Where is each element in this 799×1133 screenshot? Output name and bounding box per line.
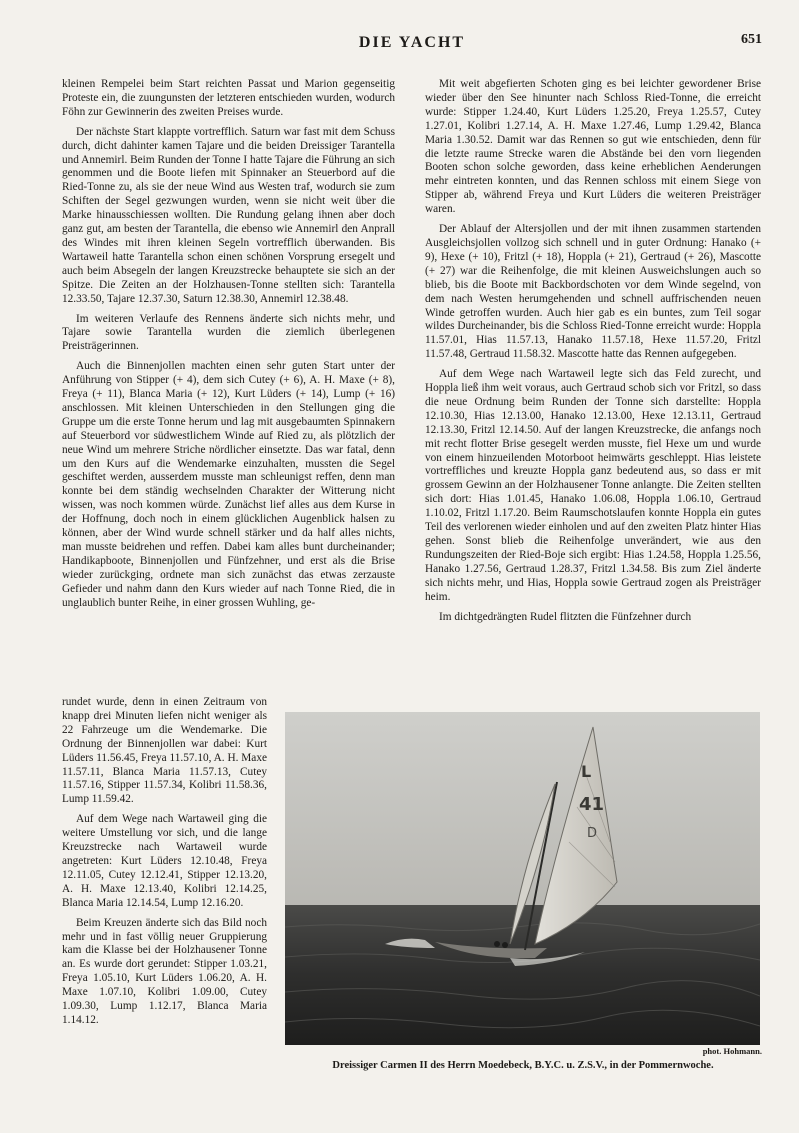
page-header xyxy=(62,30,762,54)
paragraph: Der nächste Start klappte vortrefflich. Saturn war fast mit dem Schuss durch, dicht dahinter kamen Tajare und die beiden Dreissiger Tarantella und Annemirl. Beim Runden der Tonne I hatte Tajare die Führung an sich genommen und die Boote liefen mit Spinnaker an Steuerbord auf die Ried-Tonne zu, als sie der neue Wind aus Westen traf, wodurch sie zum Schiften der Segel gezwungen wurden, wenn sie nicht weit über die Marke hinausschiessen wollten. Die Rundung gelang ihnen aber doch ganz gut, am besten der Tarantella, die ebenso wie Annemirl den Anprall des Windes mit ihren kleinen Segeln vortrefflich überwanden. Bis Wartaweil hatte Tarantella schon einen schönen Vorsprung ersegelt und auch beim Absegeln der langen Kreuzstrecke behauptete sie sich an der Spitze. Die Zeiten an der Holzhausen-Tonne stellten sich: Tarantella 12.33.50, Tajare 12.37.30, Saturn 12.38.30, Annemirl 12.38.48. xyxy=(62,125,395,305)
paragraph: Auf dem Wege nach Wartaweil ging die weitere Umstellung vor sich, und die lange Kreuzstrecke nach Wartaweil wurde angetreten: Kurt Lüders 12.10.48, Freya 12.11.05, Cutey 12.12.41, Stipper 12.13.20, A. H. Maxe 12.13.40, Kolibri 12.14.25, Blanca Maria 12.14.54, Lump 12.16.20. xyxy=(62,813,267,909)
paragraph: Auch die Binnenjollen machten einen sehr guten Start unter der Anführung von Stipper (+ 4), dem sich Cutey (+ 6), A. H. Maxe (+ 8), Freya (+ 11), Blanca Maria (+ 12), Kurt Lüders (+ 14), Lump (+ 16) anschlossen. Mit kleinen Unterschieden in den Stellungen ging die Gruppe um die erste Tonne herum und lag mit ausgebaumten Spinnakern auf Steuerbord vor südwestlichem Winde auf Ried zu, als plötzlich der neue Wind um mehrere Striche nördlicher einsetzte. Das war fatal, denn um den Kurs auf die Wendemarke einzuhalten, mussten die Segel geschiftet werden, ausserdem musste man schleunigst reffen, denn man konnte bei dem ständig wechselnden Charakter der Witterung nicht wissen, was noch kommen würde. Zunächst lief alles aus dem Kurse in der Hoffnung, doch noch in einem glücklichen Augenblick halsen zu können, aber der Wind wurde schnell stärker und da half alles nichts, man musste beidrehen und reffen. Dabei kam alles bunt durcheinander; Handikapboote, Binnenjollen und Fünfzehner, und erst als die Brise wieder zurückging, ordnete man sich zunächst das etwas zerzauste Gefieder und nahm dann den Kurs wieder auf nach Tonne Ried, die in unglaublich bunter Reihe, in einer grossen Wuhling, ge- xyxy=(62,360,395,609)
sail-number-mid: 41 xyxy=(579,794,605,815)
page-number: 651 xyxy=(741,32,762,47)
figure-caption: Dreissiger Carmen II des Herrn Moedebeck, B.Y.C. u. Z.S.V., in der Pommernwoche. xyxy=(332,1060,714,1071)
sailing-photo xyxy=(285,712,760,1045)
left-column xyxy=(62,78,395,698)
left-narrow-column xyxy=(62,696,267,1078)
paragraph: Beim Kreuzen änderte sich das Bild noch mehr und in fast völlig neuer Gruppierung kam die Klasse bei der Holzhausener Tonne an. Es wurde dort gerundet: Stipper 1.03.21, Freya 1.05.10, Kurt Lüders 1.06.20, A. H. Maxe 1.07.10, Kolibri 1.09.00, Cutey 1.09.30, Lump 1.12.17, Blanca Maria 1.14.12. xyxy=(62,916,267,1026)
paragraph: Im dichtgedrängten Rudel flitzten die Fünfzehner durch xyxy=(439,610,692,623)
paragraph: Mit weit abgefierten Schoten ging es bei leichter gewordener Brise wieder über den See hinunter nach Schloss Ried-Tonne, die erreicht wurde: Stipper 1.24.40, Kurt Lüders 1.25.20, Freya 1.25.57, Cutey 1.27.01, Kolibri 1.27.14, A. H. Maxe 1.27.46, Lump 1.29.42, Blanca Maria 1.30.52. Damit war das Rennen so gut wie entschieden, denn für die letzte raume Strecke waren die Abstände bei den vorn liegenden Booten schon solche geworden, dass keine erheblichen Aenderungen mehr eintreten konnten, und das Rennen schloss mit einem Siege von Stipper ab, während Freya und Kurt Lüders die weiteren Preisträger waren. xyxy=(425,78,761,216)
running-title: DIE YACHT xyxy=(358,34,466,51)
paragraph: Der Ablauf der Altersjollen und der mit ihnen zusammen startenden Ausgleichsjollen vollzog sich schnell und in guter Ordnung: Hanako (+ 9), Hexe (+ 10), Fritzl (+ 18), Hoppla (+ 21), Gertraud (+ 26), Mascotte (+ 27) war die Reihenfolge, die mit kleinen Ausweichslungen auch so blieb, bis die Boote mit Backbordschoten vor dem Winde segelnd, von dem nach Westen herumgehenden und schnell auffrischenden neuen Winde getroffen wurden. Auch hier gab es ein buntes, zum Teil sogar wildes Durcheinander, bis die Schloss Ried-Tonne erreicht wurde: Hoppla 11.57.01, Hias 11.57.13, Hanako 11.57.18, Hexe 11.57.20, Fritzl 11.57.48, Gertraud 11.58.32. Mascotte hatte das Rennen aufgegeben. xyxy=(425,223,761,361)
paragraph: Im weiteren Verlaufe des Rennens änderte sich nichts mehr, und Tajare sowie Tarantella wurden die ziemlich überlegenen Preisträgerinnen. xyxy=(62,312,395,353)
paragraph: Auf dem Wege nach Wartaweil legte sich das Feld zurecht, und Hoppla ließ ihm weit voraus, auch Gertraud schob sich vor Fritzl, so dass die neue Ordnung beim Runden der Tonne sich darstellte: Hoppla 12.10.30, Hias 12.13.00, Hanako 12.13.00, Hexe 12.13.11, Gertraud 12.13.30, Fritzl 12.14.50. Auf der langen Kreuzstrecke, die anfangs noch mit recht flotter Brise gesegelt werden musste, fiel Hexe um und wurde von einem hinzueilenden Motorboot heimwärts geschleppt. Hias leistete vortreffliches und kreuzte Hoppla ganz bedeutend aus, so dass er mit grossem Gewinn an der Holzhausener Tonne anlangte. Die Zeiten stellten sich dort: Hias 1.01.45, Hanako 1.06.08, Hoppla 1.06.10, Gertraud 1.10.02, Fritzl 1.17.20. Beim Raumschotslaufen konnte Hoppla ein gutes Teil des verlorenen wieder einholen und auf den zweiten Platz hinter Hias gehen. Sonst blieb die Reihenfolge unverändert, wie aus den Rundungszeiten der Ried-Boje sich ergibt: Hias 1.24.58, Hoppla 1.25.56, Hanako 1.27.56, Gertraud 1.28.37, Fritzl 1.34.58. Bis zum Ziel änderte sich nichts mehr, und Hias, Hoppla sowie Gertraud zogen als Preisträger heim. xyxy=(425,368,761,603)
right-column xyxy=(425,78,761,696)
paragraph: kleinen Rempelei beim Start reichten Passat und Marion gegenseitig Proteste ein, die zuungunsten der letzteren entschieden wurden, wodurch Föhn zur Gewinnerin des zweiten Preises wurde. xyxy=(62,78,395,118)
sail-mark: D xyxy=(587,826,598,841)
photo-credit: phot. Hohmann. xyxy=(702,1046,762,1056)
paragraph: rundet wurde, denn in einen Zeitraum von knapp drei Minuten liefen nicht weniger als 22 Fahrzeuge um die Wendemarke. Die Ordnung der Binnenjollen war dabei: Kurt Lüders 11.56.45, Freya 11.57.10, A. H. Maxe 11.57.11, Blanca Maria 11.57.13, Cutey 11.57.16, Stipper 11.57.34, Kolibri 11.58.36, Lump 11.59.42. xyxy=(62,696,267,806)
sail-number-top: L xyxy=(581,762,592,781)
sky xyxy=(285,712,760,907)
